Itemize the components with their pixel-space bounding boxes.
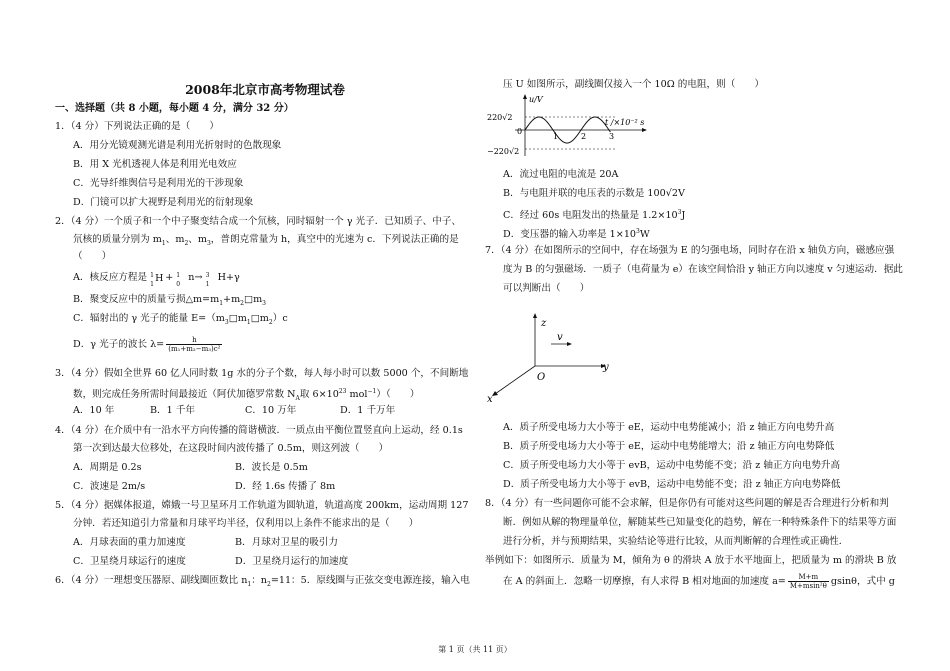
section-heading: 一、选择题（共 8 小题，每小题 4 分，满分 32 分） <box>55 103 294 114</box>
q3-stem-line1: 3．（4 分）假如全世界 60 亿人同时数 1g 水的分子个数，每人每小时可以数 5000 个，不间断地 <box>55 368 469 379</box>
q7-option-d: D．质子所受电场力大小等于 evB，运动中电势能不变；沿 z 轴正方向电势降低 <box>503 479 841 490</box>
acceleration-fraction: $\frac{M+m}{\text{M+msin²θ}}$ <box>789 573 827 590</box>
velocity-arrowhead <box>567 342 572 346</box>
graph-y-arrow <box>523 94 527 99</box>
q4-option-a: A．周期是 0.2s <box>73 462 142 473</box>
graph-zero-label: 0 <box>517 127 523 136</box>
page-footer: 第 1 页（共 11 页） <box>438 645 512 654</box>
q3-option-d: D．1 千万年 <box>340 405 396 416</box>
q2-option-b: B．聚变反应中的质量亏损$\triangle m=m_1+m_2□m_3$ <box>73 294 266 307</box>
q3-option-b: B．1 千年 <box>150 405 195 416</box>
q4-option-d: D．经 1.6s 传播了 8m <box>235 481 336 492</box>
q5-option-a: A．月球表面的重力加速度 <box>73 537 186 548</box>
q2-stem-line3: （ ） <box>73 251 112 262</box>
q7-stem-line3: 可以判断出（ ） <box>503 283 590 294</box>
q3-stem-line2: 数，则完成任务所需时间最接近（阿伏加德罗常数 $N_A$取 $6\times 10^{23}$ mol$^{-1}$）（ ） <box>73 388 420 403</box>
velocity-label: v <box>557 332 563 343</box>
q5-option-c: C．卫星绕月球运行的速度 <box>73 556 186 567</box>
q8-stem-line4: 举例如下：如图所示．质量为 M，倾角为 θ 的滑块 A 放于水平地面上，把质量为 m 的滑块 B 放 <box>485 555 897 566</box>
graph-x-arrow <box>642 128 647 132</box>
q4-option-c: C．波速是 2m/s <box>73 481 146 492</box>
deuterium-symbol: 3 1 <box>205 271 210 288</box>
q4-stem-line2: 第一次到达最大位移处，在这段时间内波传播了 0.5m，则这列波（ ） <box>73 443 389 454</box>
q3-option-a: A．10 年 <box>73 405 115 416</box>
graph-tick-1: 1 <box>553 132 559 141</box>
q8-stem-line5: 在 A 的斜面上．忽略一切摩擦，有人求得 B 相对地面的加速度 a= $\frac{M+m}{\text{M+msin²θ}}$ gsinθ，式中 g <box>503 573 895 590</box>
q5-option-b: B．月球对卫星的吸引力 <box>235 537 338 548</box>
graph-tick-3: 3 <box>609 132 615 141</box>
q8-stem-line2: 断．例如从解的物理量单位，解随某些已知量变化的趋势，解在一种特殊条件下的结果等方面 <box>503 517 897 528</box>
q1-option-d: D．门镜可以扩大视野是利用光的衍射现象 <box>73 197 254 208</box>
x-axis-label: x <box>487 394 493 405</box>
q2-option-c: C．辐射出的 γ 光子的能量 $E=(m_3□m_1□m_2)c$ <box>73 313 288 326</box>
q6-stem-line2: 压 U 如图所示，副线圈仅接入一个 10Ω 的电阻，则（ ） <box>503 79 765 90</box>
y-axis-label: y <box>603 362 609 373</box>
q2-stem-line1: 2．（4 分）一个质子和一个中子聚变结合成一个氘核，同时辐射一个 γ 光子．已知质子、中子、 <box>55 216 462 227</box>
graph-ymin-label: −220√2 <box>487 147 520 156</box>
q2-option-a: A．核反应方程是 1 1 H + 1 0 n→ 3 1 H+γ <box>73 271 240 288</box>
z-axis-arrow <box>533 313 537 318</box>
q2-option-d: D．γ 光子的波长 λ= $\frac{h}{\text{(m₁+m₂−m₃)c²}}$ <box>73 336 221 353</box>
hydrogen-1-symbol: 1 1 H <box>150 271 164 288</box>
q1-option-c: C．光导纤维舆信号是利用光的干涉现象 <box>73 178 244 189</box>
q4-stem-line1: 4．（4 分）在介质中有一沿水平方向传播的简谐横波．一质点由平衡位置竖直向上运动，经 0.1s <box>55 425 463 436</box>
q5-stem-line2: 分钟．若还知道引力常量和月球平均半径，仅利用以上条件不能求出的是（ ） <box>73 518 419 529</box>
x-axis-arrow <box>492 391 498 396</box>
graph-y-label: u/V <box>529 95 543 104</box>
voltage-waveform-graph <box>485 92 685 160</box>
q6-option-b: B．与电阻并联的电压表的示数是 100√2V <box>503 188 685 199</box>
x-axis <box>495 366 535 394</box>
q5-stem-line1: 5．（4 分）据媒体报道，嫦娥一号卫星环月工作轨道为圆轨道，轨道高度 200km，运动周期 127 <box>55 500 469 511</box>
q2-stem-line2: 氘核的质量分别为 $m_1$、$m_2$、$m_3$，普朗克常量为 h，真空中的光速为 c．下列说法正确的是 <box>73 234 459 247</box>
q1-stem: 1．（4 分）下列说法正确的是（ ） <box>55 121 219 132</box>
q8-stem-line3: 进行分析，并与预期结果，实验结论等进行比较，从而判断解的合理性或正确性． <box>503 536 849 547</box>
q7-option-c: C．质子所受电场力大小等于 evB，运动中电势能不变；沿 z 轴正方向电势升高 <box>503 460 841 471</box>
q7-option-a: A．质子所受电场力大小等于 eE，运动中电势能减小；沿 z 轴正方向电势升高 <box>503 422 835 433</box>
q6-stem-line1: 6．（4 分）一理想变压器原、副线圈匝数比 $n_1$：$n_2=11$：5．原线圈与正弦交变电源连接，输入电 <box>55 575 470 588</box>
q6-option-c: C．经过 60s 电阻发出的热量是 $1.2\times 10^3J$ <box>503 209 686 222</box>
q1-option-a: A．用分光镜观测光谱是利用光折射时的色散现象 <box>73 140 282 151</box>
graph-ymax-label: 220√2 <box>487 113 513 122</box>
neutron-symbol: 1 0 <box>176 271 181 288</box>
q6-option-a: A．流过电阻的电流是 20A <box>503 169 619 180</box>
q7-stem-line2: 度为 B 的匀强磁场．一质子（电荷量为 e）在该空间恰沿 y 轴正方向以速度 v 匀速运动．据此 <box>503 264 903 275</box>
wavelength-fraction: $\frac{h}{\text{(m₁+m₂−m₃)c²}}$ <box>168 336 221 353</box>
coordinate-axes-diagram <box>485 308 625 408</box>
q7-stem-line1: 7．（4 分）在如图所示的空间中，存在场强为 E 的匀强电场，同时存在沿 x 轴负方向，磁感应强 <box>485 245 895 256</box>
origin-label: O <box>537 372 546 383</box>
q1-option-b: B．用 X 光机透视人体是利用光电效应 <box>73 159 237 170</box>
graph-x-label: t /×10⁻² s <box>605 118 645 127</box>
z-axis-label: z <box>541 318 547 329</box>
q3-option-c: C．10 万年 <box>245 405 297 416</box>
q4-option-b: B．波长是 0.5m <box>235 462 308 473</box>
q7-option-b: B．质子所受电场力大小等于 eE，运动中电势能增大；沿 z 轴正方向电势降低 <box>503 441 835 452</box>
q6-option-d: D．变压器的输入功率是 $1\times 10^3W$ <box>503 228 650 241</box>
q5-option-d: D．卫星绕月运行的加速度 <box>235 556 349 567</box>
page-title: 2008年北京市高考物理试卷 <box>185 82 345 97</box>
q8-stem-line1: 8．（4 分）有一些问题你可能不会求解，但是你仍有可能对这些问题的解是否合理进行分析和判 <box>485 498 889 509</box>
graph-tick-2: 2 <box>581 132 587 141</box>
